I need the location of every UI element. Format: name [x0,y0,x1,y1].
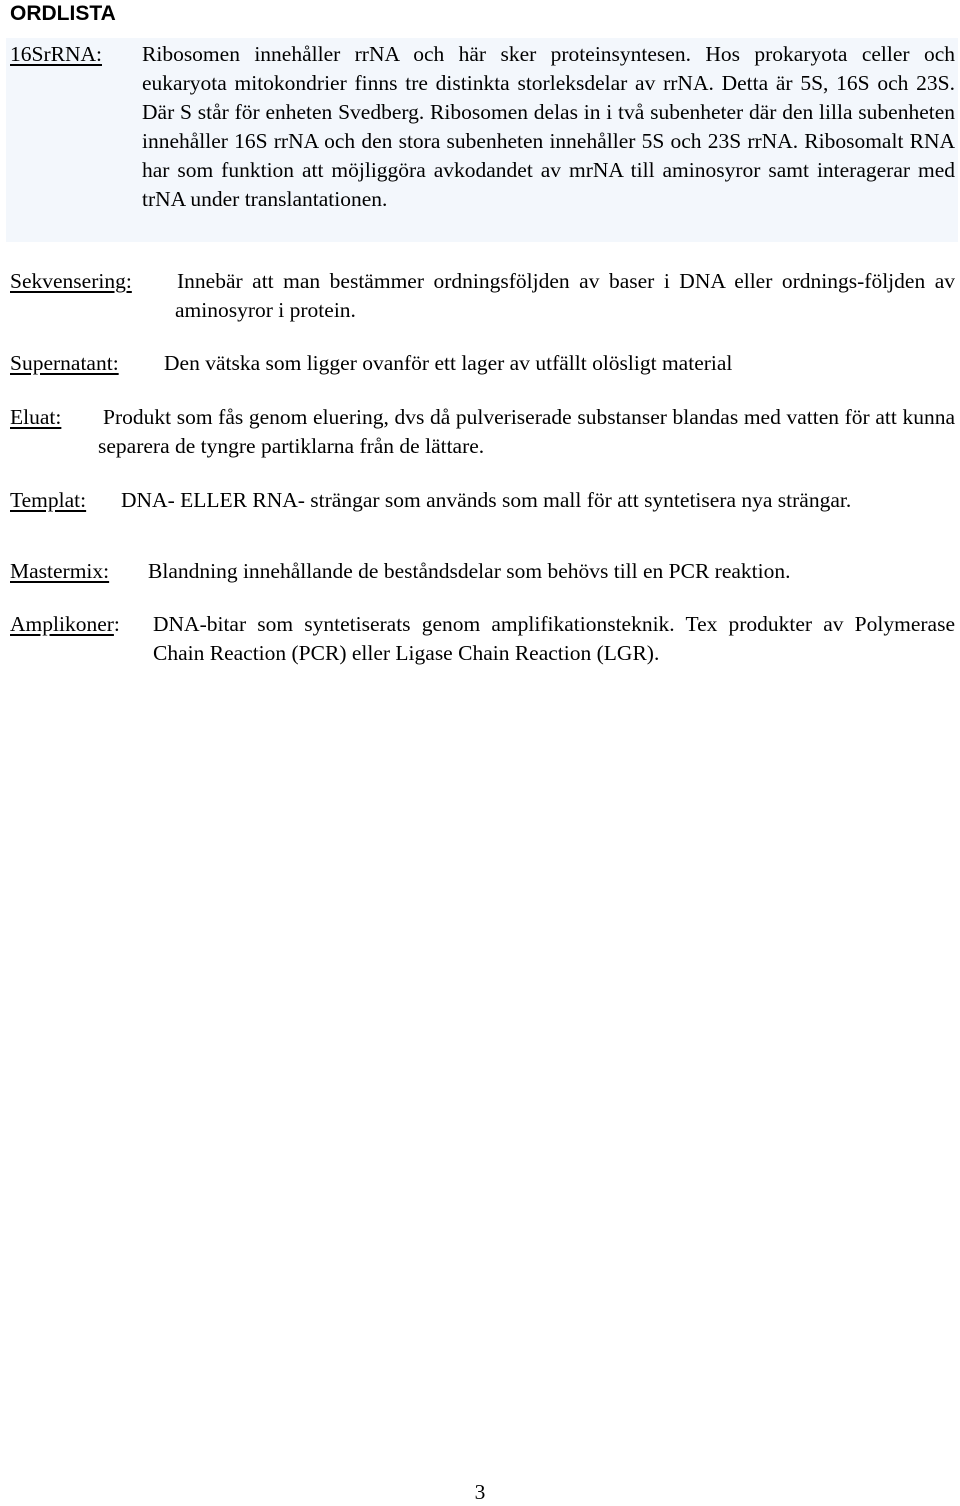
glossary-term: Sekvensering: [10,269,132,293]
glossary-definition: Blandning innehållande de beståndsdelar som behövs till en PCR reaktion. [148,559,791,583]
page-heading: ORDLISTA [10,2,116,25]
page-number: 3 [474,1480,486,1504]
glossary-entry-eluat [10,403,955,461]
glossary-term: Eluat: [10,405,62,429]
glossary-term-colon: : [113,612,120,636]
glossary-definition: Produkt som fås genom eluering, dvs då pulveriserade substanser blandas med vatten för att kunna separera de tyngre partiklarna från de lättare. [98,405,955,458]
glossary-term-text: Amplikoner [10,612,114,636]
glossary-definition: DNA-bitar som syntetiserats genom amplifikationsteknik. Tex produkter av Polymerase Chain Reaction (PCR) eller Ligase Chain Reaction (LGR). [153,612,955,665]
glossary-term: Supernatant: [10,351,119,375]
glossary-term: Templat: [10,488,87,512]
glossary-definition: Innebär att man bestämmer ordningsföljden av baser i DNA eller ordnings-följden av aminosyror i protein. [175,269,955,322]
glossary-entry-sekvensering [10,267,955,325]
glossary-term [10,610,120,639]
glossary-term: Mastermix: [10,559,110,583]
glossary-entry-16srrna [10,40,955,214]
glossary-entry-supernatant [10,349,955,378]
glossary-definition: Den vätska som ligger ovanför ett lager av utfällt olösligt material [164,351,733,375]
glossary-entry-mastermix [10,557,955,586]
glossary-term: 16SrRNA: [10,42,102,66]
glossary-entry-amplikoner [10,610,955,668]
glossary-entry-templat [10,486,955,515]
glossary-definition: DNA- ELLER RNA- strängar som används som mall för att syntetisera nya strängar. [121,488,852,512]
glossary-definition: Ribosomen innehåller rrNA och här sker proteinsyntesen. Hos prokaryota celler och eukaryota mitokondrier finns tre distinkta storleksdelar av rrNA. Detta är 5S, 16S och 23S. Där S står för enheten Svedberg. Ribosomen delas in i två subenheter där den lilla subenheten innehåller 16S rrNA och den stora subenheten innehåller 5S och 23S rrNA. Ribosomalt RNA har som funktion att möjliggöra avkodandet av mrNA till aminosyror samt interagerar med trNA under translantationen. [142,42,955,211]
